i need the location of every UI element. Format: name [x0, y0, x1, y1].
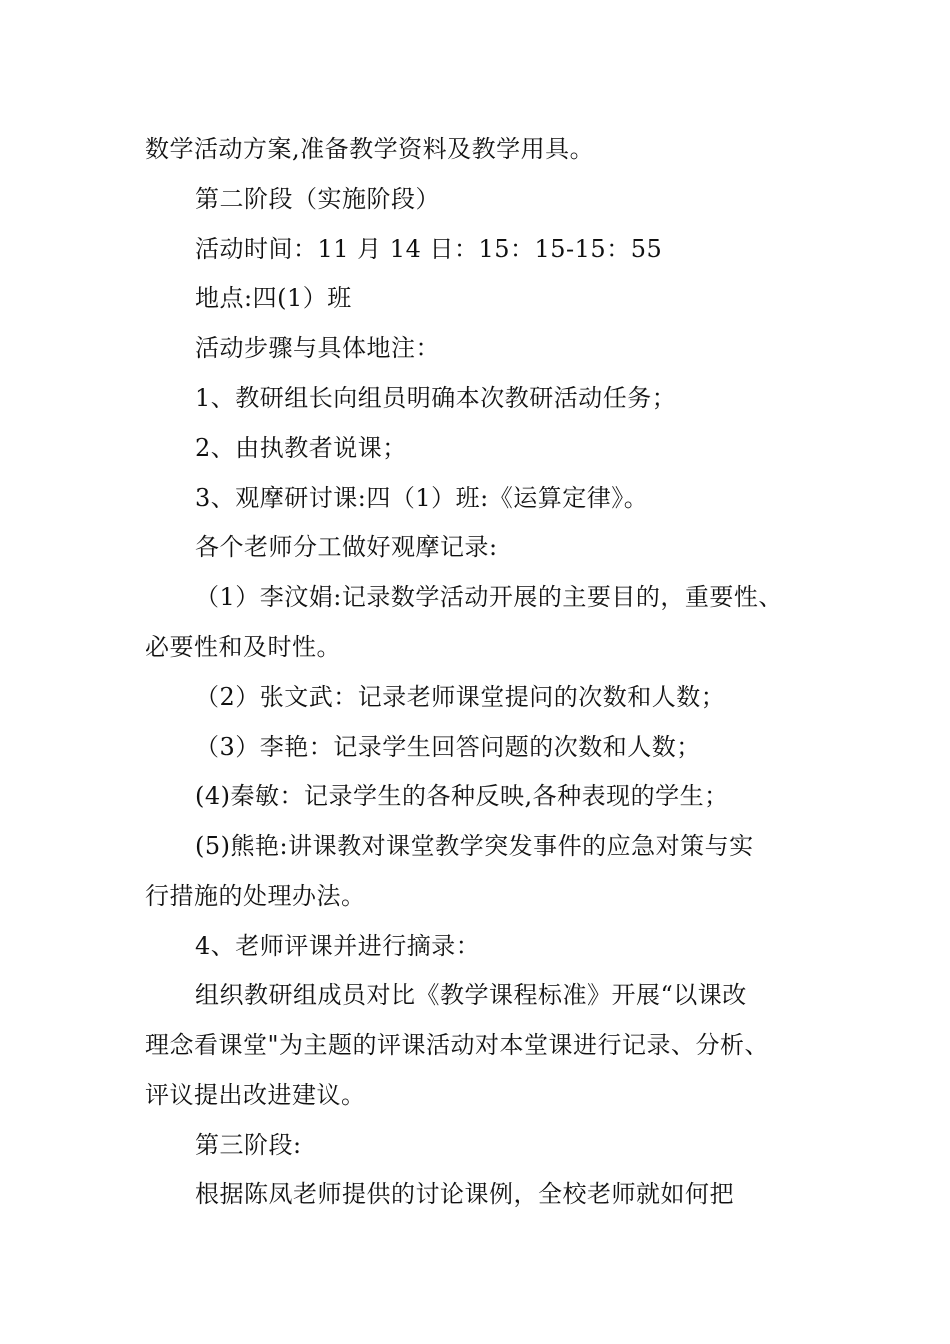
- paragraph-line: 行措施的处理办法。: [145, 882, 366, 910]
- list-item: 4、老师评课并进行摘录：: [195, 932, 481, 960]
- paragraph-line: 各个老师分工做好观摩记录:: [195, 533, 498, 561]
- section-heading: 第三阶段:: [195, 1131, 302, 1159]
- paragraph-line: 活动步骤与具体地注：: [195, 334, 440, 362]
- section-heading: 第二阶段（实施阶段）: [195, 185, 440, 213]
- list-item: 1、教研组长向组员明确本次教研活动任务；: [195, 384, 677, 412]
- paragraph-line: 数学活动方案,准备教学资料及教学用具。: [145, 135, 595, 163]
- paragraph-line: 活动时间：11 月 14 日：15：15-15：55: [195, 235, 663, 263]
- list-item: 3、观摩研讨课:四（1）班:《运算定律》。: [195, 484, 649, 512]
- paragraph-line: 必要性和及时性。: [145, 633, 341, 661]
- paragraph-line: 地点:四(1）班: [195, 284, 352, 312]
- list-item: (5)熊艳:讲课教对课堂教学突发事件的应急对策与实: [195, 832, 754, 860]
- list-item: （1）李汶娟:记录数学活动开展的主要目的，重要性、: [195, 583, 783, 611]
- paragraph-line: 理念看课堂"为主题的评课活动对本堂课进行记录、分析、: [145, 1031, 770, 1059]
- list-item: （3）李艳：记录学生回答问题的次数和人数；: [195, 733, 701, 761]
- paragraph-line: 组织教研组成员对比《教学课程标准》开展“以课改: [195, 981, 747, 1009]
- list-item: (4)秦敏：记录学生的各种反映,各种表现的学生；: [195, 782, 729, 810]
- list-item: 2、由执教者说课；: [195, 434, 407, 462]
- list-item: （2）张文武：记录老师课堂提问的次数和人数；: [195, 683, 726, 711]
- paragraph-line: 根据陈凤老师提供的讨论课例，全校老师就如何把: [195, 1180, 734, 1208]
- paragraph-line: 评议提出改进建议。: [145, 1081, 366, 1109]
